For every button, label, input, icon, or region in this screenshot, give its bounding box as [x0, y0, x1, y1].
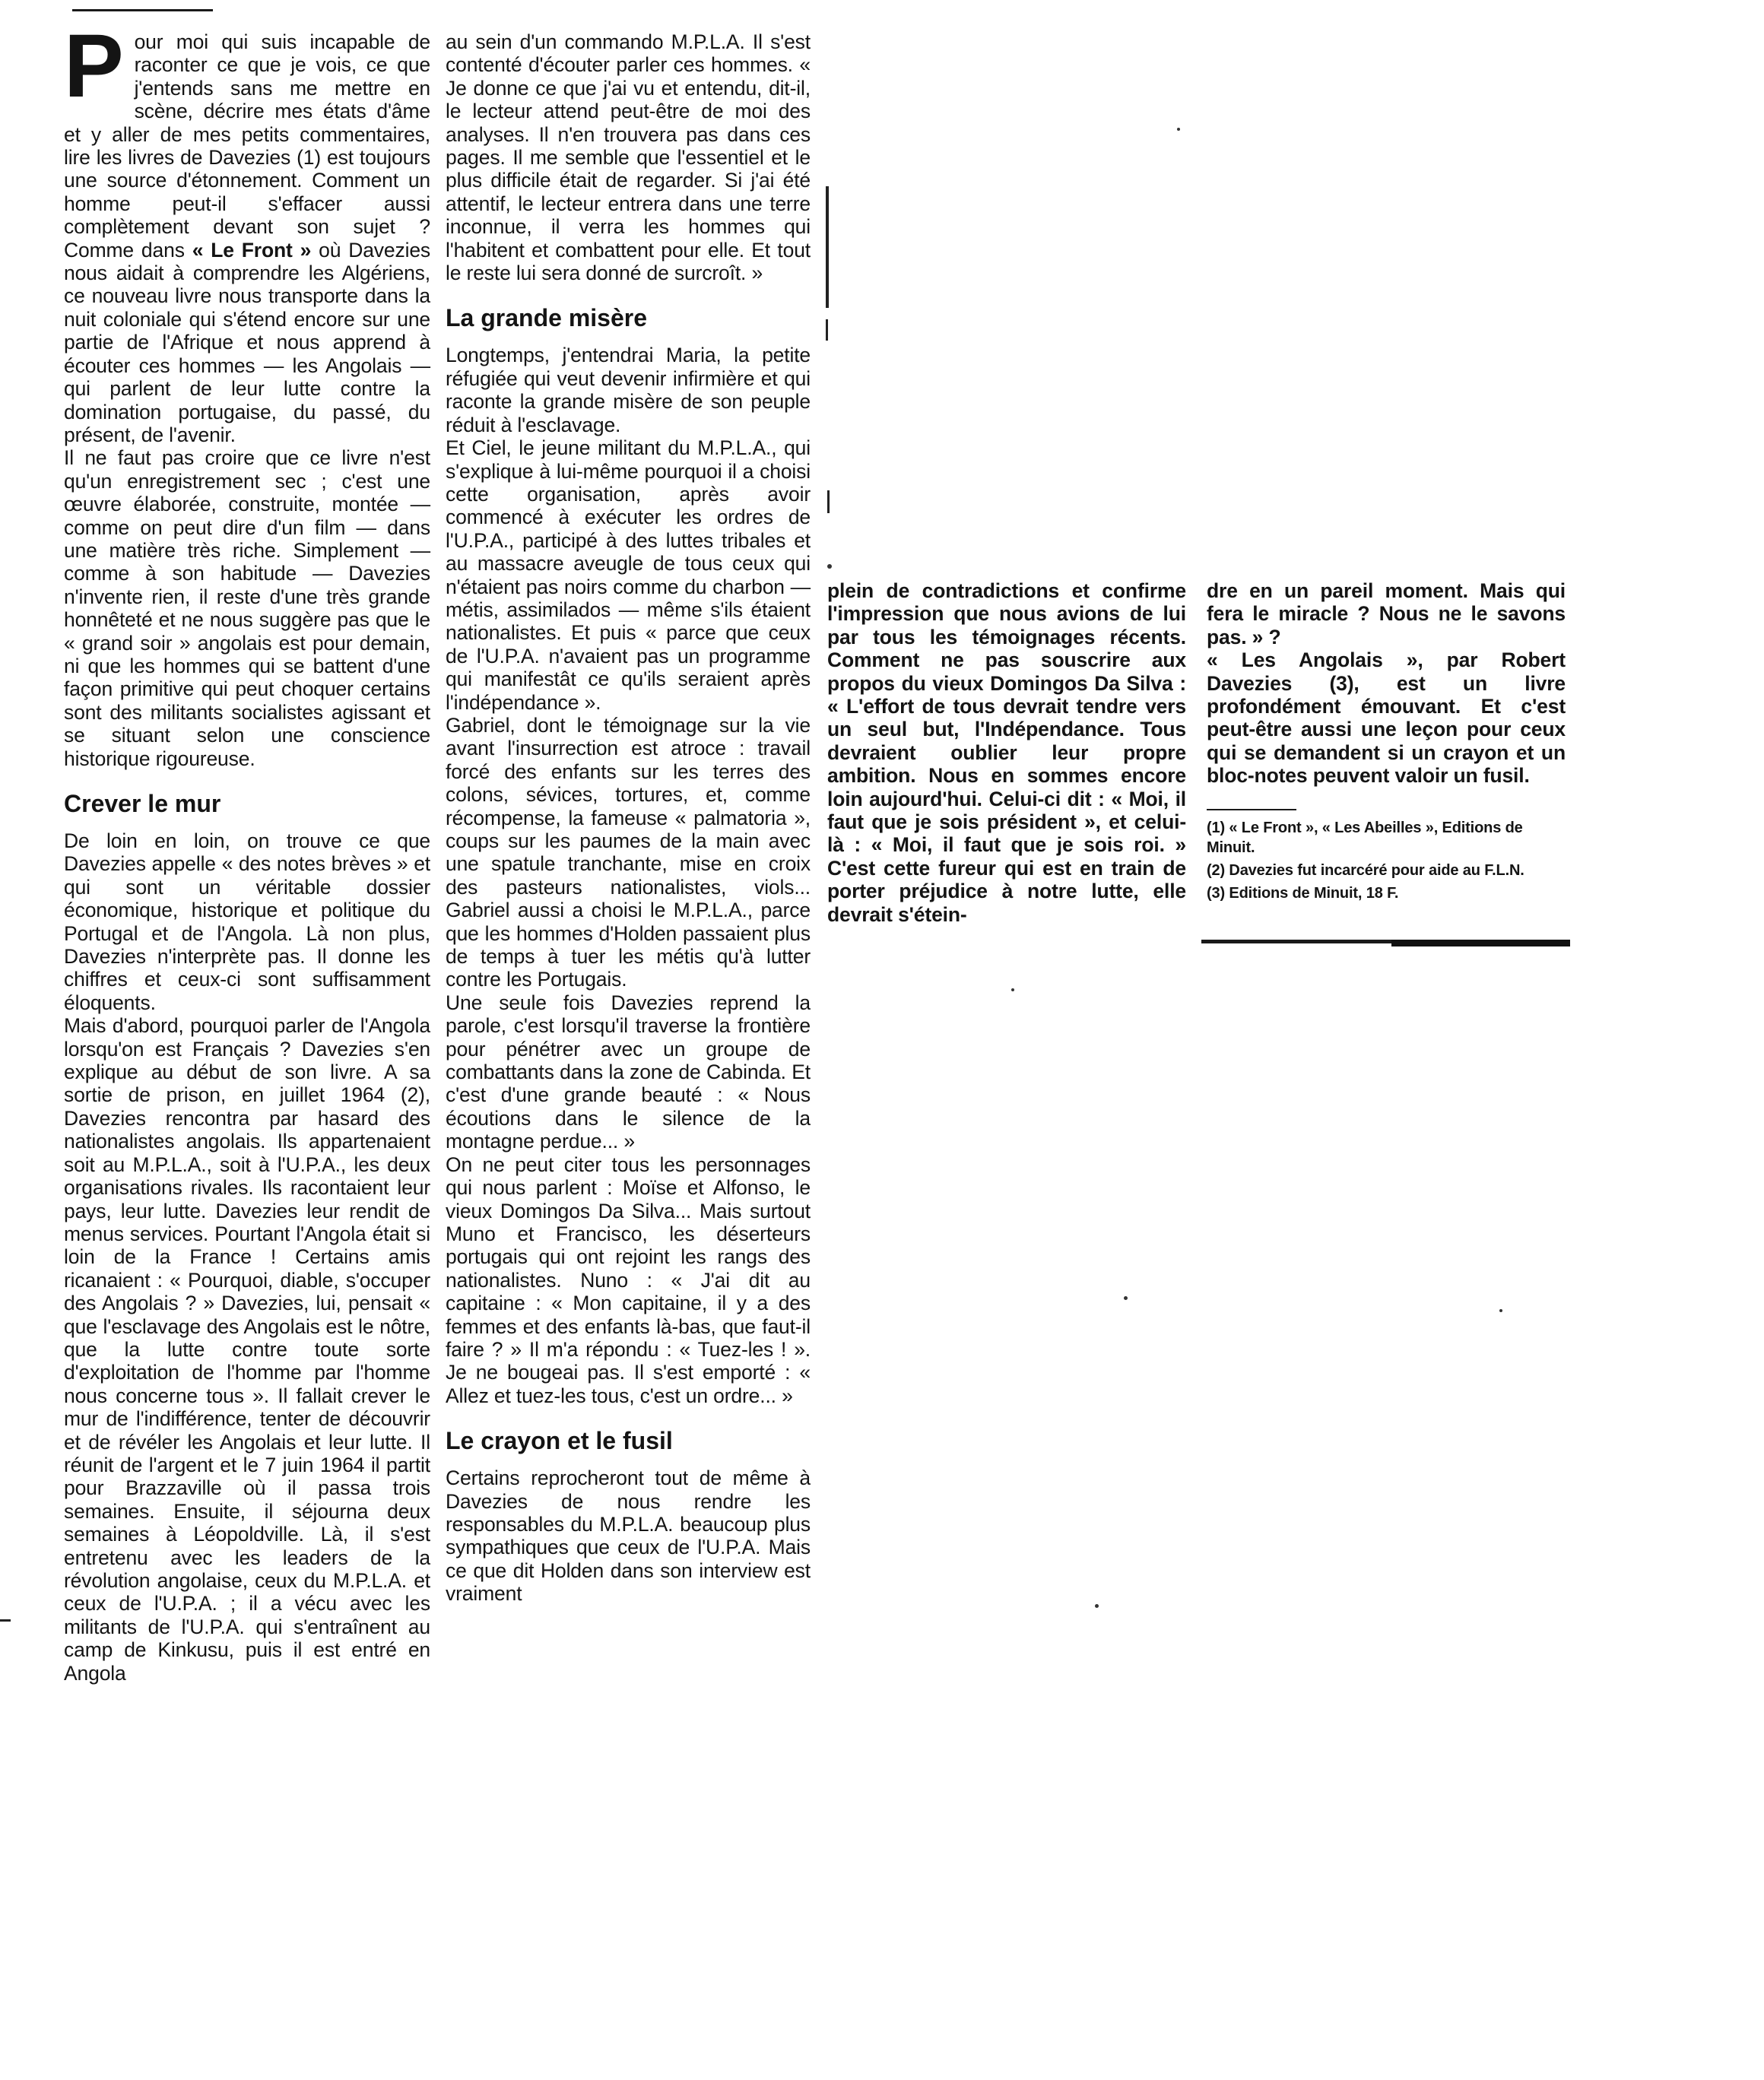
book-title-le-front: « Le Front »	[192, 238, 312, 262]
scan-speck	[1177, 128, 1180, 131]
paragraph: On ne peut citer tous les personnages qui nous parlent : Moïse et Alfonso, le vieux Domingos Da Silva... Mais surtout Muno et Francisco, les déserteurs portugais qui ont rejoint les rangs des nationalistes. Nuno : « J'ai dit au capitaine : « Mon capitaine, il y a des femmes et des enfants là-bas, que faut-il faire ? » Il m'a répondu : « Tuez-les ! ». Je ne bougeai pas. Il s'est emporté : « Allez et tuez-les tous, c'est un ordre... »	[446, 1153, 811, 1407]
paragraph: Et Ciel, le jeune militant du M.P.L.A., qui s'explique à lui-même pourquoi il a choisi cette organisation, après avoir commencé à exécuter les ordres de l'U.P.A., participé à des luttes tribales et au massacre aveugle de tous ceux qui n'étaient pas noirs comme du charbon — métis, assimilados — même s'ils étaient nationalistes. Et puis « parce que ceux de l'U.P.A. n'avaient pas un programme qui manifestât ce qu'ils seraient après l'indépendance ».	[446, 436, 811, 714]
end-rule-heavy	[1391, 940, 1570, 946]
column-1	[64, 16, 431, 1685]
scan-mark	[827, 490, 830, 513]
paragraph: Longtemps, j'entendrai Maria, la petite réfugiée qui veut devenir infirmière et qui raconte la grande misère de son peuple réduit à l'esclavage.	[446, 344, 811, 436]
scan-speck	[1011, 988, 1014, 991]
scan-speck	[827, 564, 832, 569]
paragraph: Il ne faut pas croire que ce livre n'est qu'un enregistrement sec ; c'est une œuvre élaborée, construite, montée — comme on peut dire d'un film — dans une matière très riche. Simplement — comme à son habitude — Davezies n'invente rien, il reste d'une très grande honnêteté et ne nous suggère pas que le « grand soir » angolais est pour demain, ni que les hommes qui se battent d'une façon primitive qui peut choquer certains sont des militants socialistes agissant et se situant selon une conscience historique rigoureuse.	[64, 446, 430, 770]
paragraph: De loin en loin, on trouve ce que Davezies appelle « des notes brèves » et qui sont un véritable dossier économique, historique et politique du Portugal et de l'Angola. Là non plus, Davezies n'interprète pas. Il donne les chiffres et ceux-ci sont suffisamment éloquents.	[64, 829, 430, 1014]
footnote-1: (1) « Le Front », « Les Abeilles », Editions de Minuit.	[1207, 819, 1523, 856]
paragraph: Certains reprocheront tout de même à Davezies de nous rendre les responsables du M.P.L.A. beaucoup plus sympathiques que ceux de l'U.P.A. Mais ce que dit Holden dans son interview est vraiment	[446, 1466, 811, 1606]
section-heading-crever-le-mur: Crever le mur	[64, 790, 221, 817]
scan-speck	[1124, 1296, 1128, 1300]
paragraph: au sein d'un commando M.P.L.A. Il s'est contenté d'écouter parler ces hommes. « Je donne ce que j'ai vu et entendu, dit-il, le lecteur attend peut-être de moi des analyses. Il n'en trouvera pas dans ces pages. Il me semble que l'essentiel et le plus difficile était de regarder. Si j'ai été attentif, le lecteur entrera dans une terre inconnue, il verra les hommes qui l'habitent et combattent pour elle. Et tout le reste lui sera donné de surcroît. »	[446, 30, 811, 285]
intro-text-rest: où Davezies nous aidait à comprendre les Algériens, ce nouveau livre nous transporte dans la nuit coloniale qui s'étend encore sur une partie de l'Afrique et nous apprend à écouter ces hommes — les Angolais — qui parlent de leur lutte contre la domination portugaise, du passé, du présent, de l'avenir.	[64, 238, 431, 446]
section-heading-le-crayon-et-le-fusil: Le crayon et le fusil	[446, 1427, 673, 1455]
paragraph: plein de contradictions et confirme l'impression que nous avions de lui par tous les témoignages récents. Comment ne pas souscrire aux propos du vieux Domingos Da Silva : « L'effort de tous devrait tendre vers un seul but, l'Indépendance. Tous devraient oublier leur propre ambition. Nous en sommes encore loin aujourd'hui. Celui-ci dit : « Moi, il faut que je sois président », et celui-là : « Moi, il faut que je sois roi. » C'est cette fureur qui est en train de porter préjudice à notre lutte, elle devrait s'étein-	[827, 579, 1186, 926]
section-heading-la-grande-misere: La grande misère	[446, 304, 647, 332]
column-4	[1207, 579, 1566, 906]
scan-mark	[826, 319, 828, 341]
footnote-rule	[1207, 809, 1296, 810]
paragraph: « Les Angolais », par Robert Davezies (3), est un livre profondément émouvant. Et c'est peut-être aussi une leçon pour ceux qui se demandent si un crayon et un bloc-notes peuvent valoir un fusil.	[1207, 648, 1566, 788]
footnote-3: (3) Editions de Minuit, 18 F.	[1207, 884, 1399, 902]
drop-cap: P	[64, 16, 124, 116]
scan-speck	[1499, 1309, 1502, 1312]
top-rule	[72, 9, 213, 11]
paragraph: Mais d'abord, pourquoi parler de l'Angola lorsqu'on est Français ? Davezies s'en explique au début de son livre. A sa sortie de prison, en juillet 1964 (2), Davezies rencontra par hasard des nationalistes angolais. Ils appartenaient soit au M.P.L.A., soit à l'U.P.A., les deux organisations rivales. Ils racontaient leur pays, leur lutte. Davezies leur rendit de menus services. Pourtant l'Angola était si loin de la France ! Certains amis ricanaient : « Pourquoi, diable, s'occuper des Angolais ? » Davezies, lui, pensait « que l'esclavage des Angolais est le nôtre, que la lutte contre toute sorte d'exploitation de l'homme par l'homme nous concerne tous ». Il fallait crever le mur de l'indifférence, tenter de découvrir et de révéler les Angolais et leur lutte. Il réunit de l'argent et le 7 juin 1964 il partit pour Brazzaville où il passa trois semaines. Ensuite, il séjourna deux semaines à Léopoldville. Là, il s'est entretenu avec les leaders de la révolution angolaise, ceux du M.P.L.A. et ceux de l'U.P.A. ; il a vécu avec les militants de l'U.P.A. qui s'entraînent au camp de Kinkusu, puis il est entré en Angola	[64, 1014, 430, 1685]
scan-speck	[1095, 1604, 1099, 1608]
intro-paragraph	[64, 16, 431, 446]
scan-mark	[826, 186, 829, 308]
paragraph: Gabriel, dont le témoignage sur la vie avant l'insurrection est atroce : travail forcé des enfants sur les terres des colons, sévices, tortures, et, comme récompense, la fameuse « palmatoria », coups sur les paumes de la main avec une spatule tranchante, mise en croix des pasteurs nationalistes, viols... Gabriel aussi a choisi le M.P.L.A., parce que les hommes d'Holden passaient plus de temps à tuer les métis qu'à lutter contre les Portugais.	[446, 713, 811, 991]
intro-text: our moi qui suis incapable de raconter ce que je vois, ce que j'entends sans me mettre en scène, décrire mes états d'âme et y aller de mes petits commentaires, lire les livres de Davezies (1) est toujours une source d'étonnement. Comment un homme peut-il s'effacer aussi complètement devant son sujet ? Comme dans	[64, 30, 430, 262]
footnote-2: (2) Davezies fut incarcéré pour aide au F.L.N.	[1207, 861, 1524, 879]
footnotes	[1207, 818, 1566, 903]
paragraph: Une seule fois Davezies reprend la parole, c'est lorsqu'il traverse la frontière pour pénétrer avec un groupe de combattants dans la zone de Cabinda. Et c'est d'une grande beauté : « Nous écoutions dans le silence de la montagne perdue... »	[446, 991, 811, 1153]
column-2	[446, 30, 811, 1606]
column-3	[827, 579, 1186, 926]
scan-mark	[0, 1619, 11, 1622]
paragraph: dre en un pareil moment. Mais qui fera le miracle ? Nous ne le savons pas. » ?	[1207, 579, 1566, 648]
